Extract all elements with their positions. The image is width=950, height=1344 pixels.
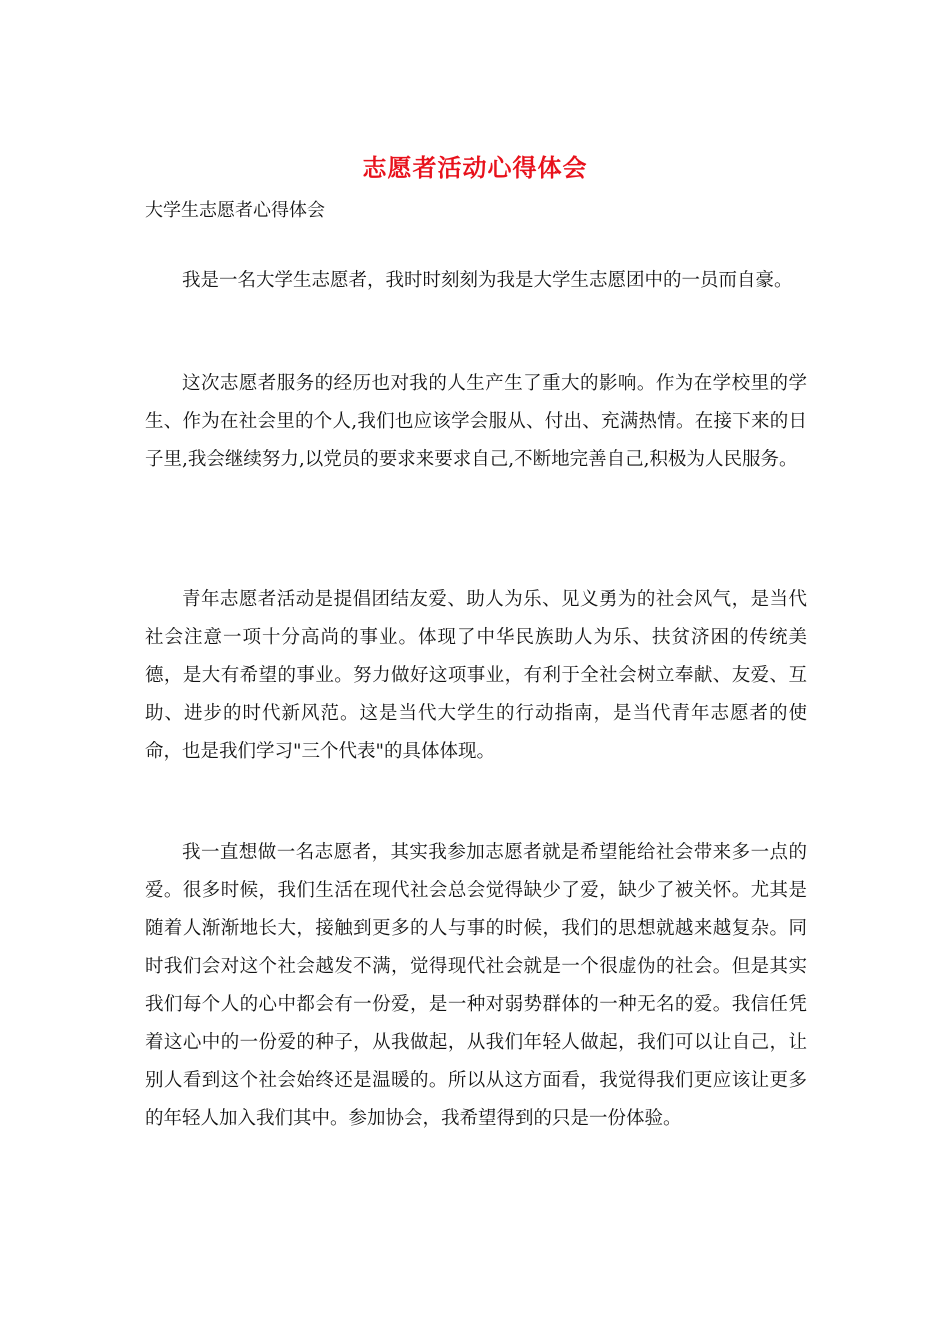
paragraph: 我是一名大学生志愿者，我时时刻刻为我是大学生志愿团中的一员而自豪。	[182, 270, 793, 291]
paragraph: 这次志愿者服务的经历也对我的人生产生了重大的影响。作为在学校里的学生、作为在社会里的个人,我们也应该学会服从、付出、充满热情。在接下来的日子里,我会继续努力,以党员的要求来要求自己,不断地完善自己,积极为人民服务。	[145, 373, 807, 470]
paragraph: 青年志愿者活动是提倡团结友爱、助人为乐、见义勇为的社会风气，是当代社会注意一项十分高尚的事业。体现了中华民族助人为乐、扶贫济困的传统美德，是大有希望的事业。努力做好这项事业，有利于全社会树立奉献、友爱、互助、进步的时代新风范。这是当代大学生的行动指南，是当代青年志愿者的使命，也是我们学习"三个代表"的具体体现。	[145, 589, 807, 762]
document-subtitle: 大学生志愿者心得体会	[145, 200, 325, 221]
document-title: 志愿者活动心得体会	[362, 153, 588, 182]
paragraph: 我一直想做一名志愿者，其实我参加志愿者就是希望能给社会带来多一点的爱。很多时候，我们生活在现代社会总会觉得缺少了爱，缺少了被关怀。尤其是随着人渐渐地长大，接触到更多的人与事的时候，我们的思想就越来越复杂。同时我们会对这个社会越发不满，觉得现代社会就是一个很虚伪的社会。但是其实我们每个人的心中都会有一份爱，是一种对弱势群体的一种无名的爱。我信任凭着这心中的一份爱的种子，从我做起，从我们年轻人做起，我们可以让自己，让别人看到这个社会始终还是温暖的。所以从这方面看，我觉得我们更应该让更多的年轻人加入我们其中。参加协会，我希望得到的只是一份体验。	[145, 842, 807, 1129]
